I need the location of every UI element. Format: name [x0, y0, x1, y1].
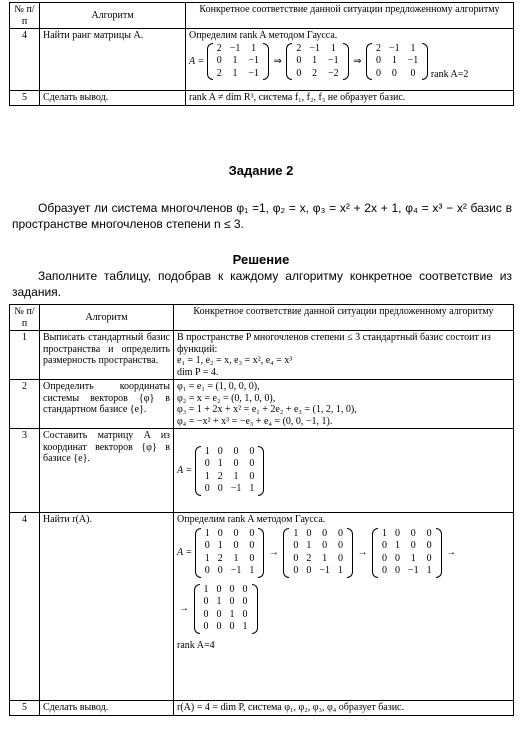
- algorithm-cell: Сделать вывод.: [40, 91, 186, 106]
- matrix-entry: 0: [410, 540, 416, 551]
- matrix-entry: 1: [337, 565, 343, 576]
- header-no: № п/п: [10, 3, 40, 29]
- matrix-entry: 1: [204, 470, 210, 482]
- matrix-entry: 2: [306, 552, 312, 564]
- matrix-grid: [292, 43, 342, 81]
- matrix-entry: 1: [229, 608, 235, 620]
- matrix-entry: 1: [410, 42, 416, 54]
- matrix-entry: −1: [230, 483, 242, 494]
- matrix-entry: −1: [407, 55, 419, 66]
- matrix-a-label: A =: [177, 464, 193, 476]
- algorithm-cell: Определить координаты системы векторов {φ} в стандартном базисе {e}.: [40, 380, 174, 429]
- matrix-row: [201, 483, 259, 496]
- matrix-entry: 0: [391, 67, 397, 79]
- matrix-entry: 0: [249, 458, 255, 469]
- matrix-grid: [289, 528, 347, 578]
- matrix-entry: 1: [391, 55, 397, 66]
- row-number: 5: [10, 701, 40, 716]
- header-no: № п/п: [10, 305, 40, 331]
- matrix-grid: [372, 43, 422, 81]
- matrix-row: [200, 609, 252, 622]
- matrix-entry: 0: [216, 583, 222, 595]
- matrix-entry: 1: [217, 540, 223, 551]
- matrix-entry: 0: [242, 608, 248, 620]
- matrix-entry: 1: [232, 67, 238, 79]
- rank-result: rank A=4: [177, 639, 215, 651]
- matrix-chain-2: [177, 584, 510, 634]
- right-arrow: →: [446, 546, 457, 558]
- matrix-chain: [177, 528, 510, 578]
- matrix-entry: 0: [204, 565, 210, 576]
- matrix-row: [201, 446, 259, 459]
- implies-arrow: ⇒: [353, 55, 362, 67]
- matrix-entry: −2: [328, 67, 339, 79]
- matrix-grid: [201, 528, 259, 578]
- matrix-entry: 0: [426, 540, 432, 551]
- matrix-3: [366, 43, 428, 81]
- matrix-entry: −1: [319, 565, 330, 576]
- table-header: [10, 305, 514, 331]
- matrix-entry: 0: [249, 527, 255, 539]
- matrix-row: [292, 43, 342, 56]
- matrix-entry: 0: [203, 608, 209, 620]
- matrix-2: [286, 43, 348, 81]
- matrix-a: [195, 446, 265, 496]
- matrix-1: [207, 43, 269, 81]
- matrix-row: [201, 458, 259, 471]
- matrix-row: [200, 596, 252, 609]
- matrix-row: [289, 540, 347, 553]
- table-2: [9, 304, 514, 716]
- match-cell: [186, 29, 514, 91]
- matrix-entry: 0: [381, 552, 387, 564]
- row-number: 4: [10, 513, 40, 701]
- matrix-entry: 0: [233, 445, 239, 457]
- matrix-row: [201, 565, 259, 578]
- matrix-entry: 0: [296, 55, 302, 66]
- matrix-entry: 1: [242, 621, 248, 632]
- matrix-entry: 1: [394, 540, 400, 551]
- matrix-row: [201, 553, 259, 566]
- match-cell: rank A ≠ dim R³, система f₁, f₂, f₃ не образует базис.: [186, 91, 514, 106]
- matrix-row: [372, 55, 422, 68]
- text-line: e₁ = 1, e₂ = x, e₃ = x², e₄ = x³: [177, 355, 293, 366]
- matrix-entry: 1: [233, 552, 239, 564]
- matrix-row: [213, 55, 263, 68]
- matrix-1: [195, 528, 265, 578]
- matrix-entry: −1: [407, 565, 419, 576]
- table-1: [9, 2, 514, 106]
- matrix-entry: 0: [394, 552, 400, 564]
- matrix-entry: 1: [251, 42, 257, 54]
- matrix-entry: 0: [249, 445, 255, 457]
- table-header: [10, 3, 514, 29]
- table-row: [10, 91, 514, 106]
- matrix-entry: 2: [296, 42, 302, 54]
- matrix-entry: 2: [312, 67, 318, 79]
- matrix-entry: −1: [229, 42, 241, 54]
- matrix-entry: 0: [217, 527, 223, 539]
- matrix-entry: 0: [394, 565, 400, 576]
- matrix-entry: 0: [204, 483, 210, 494]
- row-number: 5: [10, 91, 40, 106]
- match-cell: [174, 331, 514, 380]
- matrix-entry: 0: [217, 565, 223, 576]
- matrix-entry: 0: [337, 527, 343, 539]
- table-row: [10, 331, 514, 380]
- matrix-row: [200, 584, 252, 597]
- matrix-entry: 1: [381, 527, 387, 539]
- matrix-entry: 0: [229, 583, 235, 595]
- matrix-grid: [201, 446, 259, 496]
- matrix-row: [201, 528, 259, 541]
- text-line: φ₃ = 1 + 2x + x² = e₁ + 2e₂ + e₃ = (1, 2, 1, 0),: [177, 404, 357, 415]
- matrix-entry: 0: [233, 458, 239, 469]
- row-number: 4: [10, 29, 40, 91]
- matrix-entry: 1: [233, 470, 239, 482]
- matrix-entry: 1: [204, 445, 210, 457]
- matrix-a-label: A =: [189, 55, 205, 67]
- matrix-entry: 2: [216, 67, 222, 79]
- table-row: [10, 513, 514, 701]
- algorithm-cell: Выписать стандартный базис пространства и определить размерность пространства.: [40, 331, 174, 380]
- matrix-row: [201, 540, 259, 553]
- table-row: [10, 380, 514, 429]
- matrix-entry: 0: [410, 527, 416, 539]
- matrix-row: [292, 68, 342, 81]
- task-title: Задание 2: [228, 163, 294, 178]
- matrix-entry: 0: [203, 596, 209, 607]
- matrix-entry: 0: [217, 483, 223, 494]
- match-cell: r(A) = 4 = dim P, система φ₁, φ₂, φ₃, φ₄ образует базис.: [174, 701, 514, 716]
- right-arrow: →: [179, 602, 189, 614]
- right-arrow: →: [268, 546, 279, 558]
- matrix-grid: [378, 528, 436, 578]
- text-line: φ₂ = x = e₂ = (0, 1, 0, 0),: [177, 392, 276, 404]
- implies-arrow: ⇒: [273, 55, 282, 67]
- matrix-entry: 0: [233, 527, 239, 539]
- matrix-entry: 0: [233, 540, 239, 551]
- matrix-entry: 0: [322, 540, 328, 551]
- rank-result: rank A=2: [430, 68, 469, 80]
- matrix-entry: 0: [337, 552, 343, 564]
- matrix-entry: 1: [216, 596, 222, 607]
- text-line: φ₁ = e₁ = (1, 0, 0, 0),: [177, 381, 260, 392]
- matrix-entry: 1: [217, 458, 223, 469]
- matrix-row: [289, 553, 347, 566]
- matrix-entry: 0: [337, 540, 343, 551]
- matrix-row: [372, 43, 422, 56]
- algorithm-cell: Сделать вывод.: [40, 701, 174, 716]
- row-number: 1: [10, 331, 40, 380]
- matrix-row: [378, 540, 436, 553]
- matrix-entry: 1: [312, 55, 318, 66]
- header-algorithm: Алгоритм: [40, 305, 174, 331]
- matrix-entry: 0: [394, 527, 400, 539]
- matrix-entry: 0: [376, 67, 382, 79]
- matrix-row: [378, 565, 436, 578]
- matrix-entry: 2: [217, 470, 223, 482]
- matrix-entry: 1: [249, 483, 255, 494]
- table-row: [10, 29, 514, 91]
- matrix-row: [289, 528, 347, 541]
- matrix-entry: 0: [293, 552, 299, 564]
- matrix-entry: 1: [232, 55, 238, 66]
- matrix-entry: 0: [216, 55, 222, 66]
- match-cell: [174, 513, 514, 701]
- matrix-row: [378, 528, 436, 541]
- match-cell: [174, 380, 514, 429]
- matrix-chain: [189, 43, 510, 81]
- matrix-grid: [200, 584, 252, 634]
- matrix-entry: 1: [249, 565, 255, 576]
- matrix-row: [200, 621, 252, 634]
- header-algorithm: Алгоритм: [40, 3, 186, 29]
- matrix-entry: 0: [216, 608, 222, 620]
- algorithm-cell: Найти ранг матрицы A.: [40, 29, 186, 91]
- row-number: 2: [10, 380, 40, 429]
- matrix-entry: 0: [217, 445, 223, 457]
- matrix-entry: 1: [426, 565, 432, 576]
- matrix-entry: 0: [306, 527, 312, 539]
- matrix-row: [378, 553, 436, 566]
- matrix-entry: 0: [249, 540, 255, 551]
- matrix-grid: [213, 43, 263, 81]
- solution-title: Решение: [232, 252, 290, 267]
- matrix-entry: 0: [204, 458, 210, 469]
- matrix-entry: 1: [410, 552, 416, 564]
- matrix-entry: 0: [381, 565, 387, 576]
- matrix-entry: 0: [293, 540, 299, 551]
- gauss-title: Определим rank A методом Гаусса.: [189, 30, 338, 41]
- matrix-entry: 1: [204, 527, 210, 539]
- matrix-entry: 0: [381, 540, 387, 551]
- matrix-entry: −1: [230, 565, 242, 576]
- instruction-text: Заполните таблицу, подобрав к каждому алгоритму конкретное соответствие из задания.: [12, 269, 512, 299]
- text-line: dim P = 4.: [177, 366, 219, 378]
- matrix-entry: 0: [322, 527, 328, 539]
- matrix-entry: 0: [204, 540, 210, 551]
- matrix-entry: 2: [216, 42, 222, 54]
- gauss-title: Определим rank A методом Гаусса.: [177, 514, 326, 525]
- matrix-row: [201, 471, 259, 484]
- matrix-entry: 0: [426, 552, 432, 564]
- matrix-2: [283, 528, 353, 578]
- matrix-entry: 0: [296, 67, 302, 79]
- matrix-entry: 0: [242, 583, 248, 595]
- table-row: [10, 701, 514, 716]
- task-text: Образует ли система многочленов φ₁ =1, φ₂ = x, φ₃ = x² + 2x + 1, φ₄ = x³ − x² базис в пространстве многочленов степени n ≤ 3.: [12, 201, 512, 231]
- header-match: Конкретное соответствие данной ситуации предложенному алгоритму: [174, 305, 514, 331]
- matrix-entry: −1: [248, 67, 259, 79]
- matrix-entry: −1: [389, 42, 400, 54]
- matrix-row: [213, 43, 263, 56]
- algorithm-cell: Найти r(A).: [40, 513, 174, 701]
- matrix-entry: 0: [410, 67, 416, 79]
- matrix-entry: 0: [216, 621, 222, 632]
- matrix-entry: 0: [376, 55, 382, 66]
- matrix-entry: 0: [426, 527, 432, 539]
- matrix-row: [289, 565, 347, 578]
- matrix-entry: 0: [293, 565, 299, 576]
- row-number: 3: [10, 429, 40, 513]
- matrix-entry: 2: [376, 42, 382, 54]
- matrix-entry: 1: [293, 527, 299, 539]
- matrix-entry: 1: [204, 552, 210, 564]
- matrix-entry: −1: [309, 42, 320, 54]
- matrix-entry: −1: [328, 55, 339, 66]
- matrix-entry: 0: [242, 596, 248, 607]
- matrix-entry: 0: [229, 596, 235, 607]
- matrix-entry: 1: [330, 42, 336, 54]
- matrix-entry: 0: [203, 621, 209, 632]
- text-line: В пространстве P многочленов степени ≤ 3 стандартный базис состоит из функций:: [177, 332, 491, 355]
- matrix-entry: 1: [322, 552, 328, 564]
- matrix-row: [292, 55, 342, 68]
- matrix-entry: 0: [229, 621, 235, 632]
- matrix-3: [372, 528, 442, 578]
- text-line: φ₄ = −x² + x³ = −e₃ + e₄ = (0, 0, −1, 1).: [177, 415, 333, 427]
- match-cell: [174, 429, 514, 513]
- matrix-row: [372, 68, 422, 81]
- algorithm-cell: Составить матрицу A из координат векторов {φ} в базисе {e}.: [40, 429, 174, 513]
- matrix-entry: 1: [306, 540, 312, 551]
- matrix-entry: 0: [249, 470, 255, 482]
- matrix-entry: 1: [203, 583, 209, 595]
- matrix-entry: 0: [249, 552, 255, 564]
- header-match: Конкретное соответствие данной ситуации предложенному алгоритму: [186, 3, 514, 29]
- right-arrow: →: [357, 546, 368, 558]
- matrix-entry: 2: [217, 552, 223, 564]
- matrix-entry: −1: [248, 55, 259, 66]
- matrix-4: [194, 584, 258, 634]
- table-row: [10, 429, 514, 513]
- matrix-row: [213, 68, 263, 81]
- matrix-entry: 0: [306, 565, 312, 576]
- matrix-a-label: A =: [177, 546, 193, 558]
